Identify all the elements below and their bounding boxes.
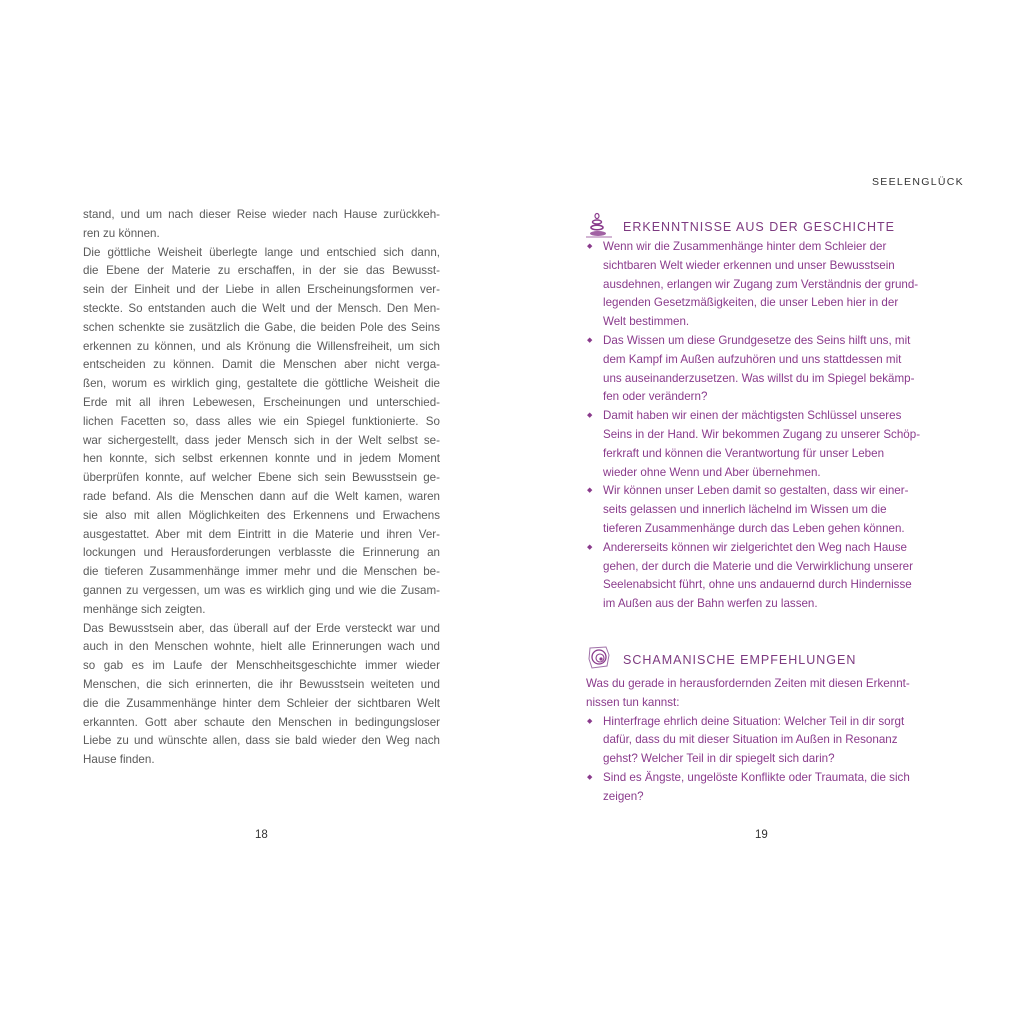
bullet-diamond-icon: ◆ — [587, 412, 593, 420]
text-line: ren zu können. — [83, 226, 160, 240]
text-line: uns auseinanderzusetzen. Was willst du im Spiegel bekämp- — [603, 371, 915, 385]
text-line: Hause finden. — [83, 753, 155, 767]
text-line: sein der Einheit und der Liebe in allen Erscheinungsformen ver- — [83, 283, 440, 297]
text-line: dem Kampf im Außen aufzuhören und uns stattdessen mit — [603, 352, 902, 366]
text-line: Das Wissen um diese Grundgesetze des Seins hilft uns, mit — [603, 333, 911, 347]
text-line: Menschen, die sich erinnerten, die ihr Bewusstsein weiteten und — [83, 677, 440, 691]
text-line: steckte. So entstanden auch die Welt und der Mensch. Den Men- — [83, 301, 440, 315]
section-title: SCHAMANISCHE EMPFEHLUNGEN — [623, 653, 857, 667]
text-line: sichtbaren Welt wieder erkennen und unser Bewusstsein — [603, 258, 895, 272]
text-line: entscheiden zu können. Damit die Menschen aber nicht verga- — [83, 358, 440, 372]
left-page-body — [83, 206, 440, 770]
text-line: im Außen aus der Bahn werfen zu lassen. — [603, 597, 818, 611]
text-line: die die Zusammenhänge hinter dem Schleier der sichtbaren Welt — [83, 696, 440, 710]
paragraph — [83, 620, 440, 770]
text-line: wieder ohne Wenn und Aber übernehmen. — [603, 465, 821, 479]
text-line: Sind es Ängste, ungelöste Konflikte oder Traumata, die sich — [603, 770, 910, 784]
text-line: die Ebene der Materie zu erschaffen, in der sie das Bewusst- — [83, 264, 440, 278]
bullet-diamond-icon: ◆ — [587, 773, 593, 781]
bullet-item — [586, 539, 938, 614]
text-line: überprüfen konnte, auf welcher Ebene sich sein Bewusstsein ge- — [83, 471, 440, 485]
paragraph — [83, 244, 440, 620]
text-line: Liebe zu und wünschte allen, dass sie bald wieder den Weg nach — [83, 734, 440, 748]
text-line: gehst? Welcher Teil in dir spiegelt sich darin? — [603, 752, 835, 766]
text-line: legenden Gesetzmäßigkeiten, die unser Leben hier in der — [603, 296, 899, 310]
text-line: zeigen? — [603, 789, 644, 803]
text-line: erkennen zu können, und als Krönung die Willensfreiheit, um sich — [83, 339, 440, 353]
text-line: gannen zu vergessen, um was es wirklich ging und wie die Zusam- — [83, 583, 440, 597]
bullet-item — [586, 407, 938, 482]
section-insights — [586, 216, 938, 614]
text-line: nissen tun kannst: — [586, 695, 680, 709]
text-line: sie also mit allen Möglichkeiten des Erkennens und Erwachens — [83, 508, 440, 522]
text-line: Das Bewusstsein aber, das überall auf der Erde versteckt war und — [83, 621, 440, 635]
text-line: menhänge sich zeigten. — [83, 602, 206, 616]
text-line: Was du gerade in herausfordernden Zeiten mit diesen Erkennt- — [586, 677, 910, 690]
text-line: ferkraft und können die Verantwortung für unser Leben — [603, 446, 885, 460]
text-line: die tieferen Zusammenhänge immer mehr und die Menschen be- — [83, 565, 440, 579]
text-line: auch in den Menschen wohnte, hielt alle Erinnerungen wach und — [83, 640, 440, 654]
text-line: ßen, worum es wirklich ging, gestaltete die göttliche Weisheit die — [83, 377, 440, 391]
section-title: ERKENNTNISSE AUS DER GESCHICHTE — [623, 220, 896, 234]
text-line: ausdehnen, erlangen wir Zugang zum Verständnis der grund- — [603, 277, 919, 291]
paragraph — [83, 206, 440, 244]
text-line: lockungen und Herausforderungen verblasste die Erinnerung an — [83, 546, 440, 560]
bullet-item — [586, 769, 938, 807]
bullet-item — [586, 238, 938, 332]
page-number-right: 19 — [755, 829, 768, 841]
text-line: Seins in der Hand. Wir bekommen Zugang zu unserer Schöp- — [603, 427, 921, 441]
page-number-left: 18 — [255, 829, 268, 841]
section-heading — [586, 216, 938, 238]
bullet-item — [586, 713, 938, 769]
text-line: so gab es im Laufe der Menschheitsgeschichte immer wieder — [83, 659, 440, 673]
stacked-stones-icon — [586, 212, 612, 238]
text-line: seits gelassen und innerlich lächelnd im Wissen um die — [603, 503, 887, 517]
text-line: dafür, dass du mit dieser Situation im Außen in Resonanz — [603, 733, 898, 747]
text-line: Erde mit all ihren Lebewesen, Erscheinungen und unterschied- — [83, 395, 440, 409]
text-line: Wenn wir die Zusammenhänge hinter dem Schleier der — [603, 240, 887, 253]
bullet-diamond-icon: ◆ — [587, 717, 593, 725]
text-line: Andererseits können wir zielgerichtet den Weg nach Hause — [603, 540, 907, 554]
text-line: stand, und um nach dieser Reise wieder nach Hause zurückkeh- — [83, 208, 440, 221]
text-line: erkannten. Gott aber schaute den Menschen in bedingungsloser — [83, 715, 440, 729]
recommendations-intro — [586, 675, 938, 713]
text-line: hen konnte, sich selbst erkennen konnte und in jedem Moment — [83, 452, 440, 466]
text-line: Welt bestimmen. — [603, 315, 690, 329]
spiral-shell-icon — [586, 645, 612, 671]
text-line: lichen Facetten so, dass alles wie ein Spiegel funktionierte. So — [83, 414, 440, 428]
text-line: ausgestattet. Aber mit dem Eintritt in die Materie und ihren Ver- — [83, 527, 440, 541]
text-line: rade befand. Als die Menschen dann auf die Welt kamen, waren — [83, 489, 440, 503]
text-line: schen schenkte sie zusätzlich die Gabe, die beiden Pole des Seins — [83, 320, 440, 334]
insights-list — [586, 238, 938, 614]
text-line: Wir können unser Leben damit so gestalten, dass wir einer- — [603, 484, 909, 498]
bullet-diamond-icon: ◆ — [587, 336, 593, 344]
text-line: gehen, der durch die Materie und die Verwirklichung unserer — [603, 559, 913, 573]
bullet-item — [586, 482, 938, 538]
bullet-diamond-icon: ◆ — [587, 543, 593, 551]
section-recommendations — [586, 649, 938, 807]
text-line: Hinterfrage ehrlich deine Situation: Welcher Teil in dir sorgt — [603, 714, 905, 728]
text-line: fen oder verändern? — [603, 390, 708, 404]
text-line: war sichergestellt, dass jeder Mensch sich in der Welt selbst se- — [83, 433, 440, 447]
recommendations-list — [586, 713, 938, 807]
text-line: tieferen Zusammenhänge durch das Leben gehen können. — [603, 521, 905, 535]
bullet-diamond-icon: ◆ — [587, 243, 593, 250]
text-line: Damit haben wir einen der mächtigsten Schlüssel unseres — [603, 409, 902, 423]
bullet-diamond-icon: ◆ — [587, 487, 593, 495]
section-heading — [586, 649, 938, 671]
running-head: SEELENGLÜCK — [872, 176, 964, 188]
bullet-item — [586, 332, 938, 407]
text-line: Seelenabsicht führt, ohne uns andauernd durch Hindernisse — [603, 578, 912, 592]
text-line: Die göttliche Weisheit überlegte lange und entschied sich dann, — [83, 245, 440, 259]
